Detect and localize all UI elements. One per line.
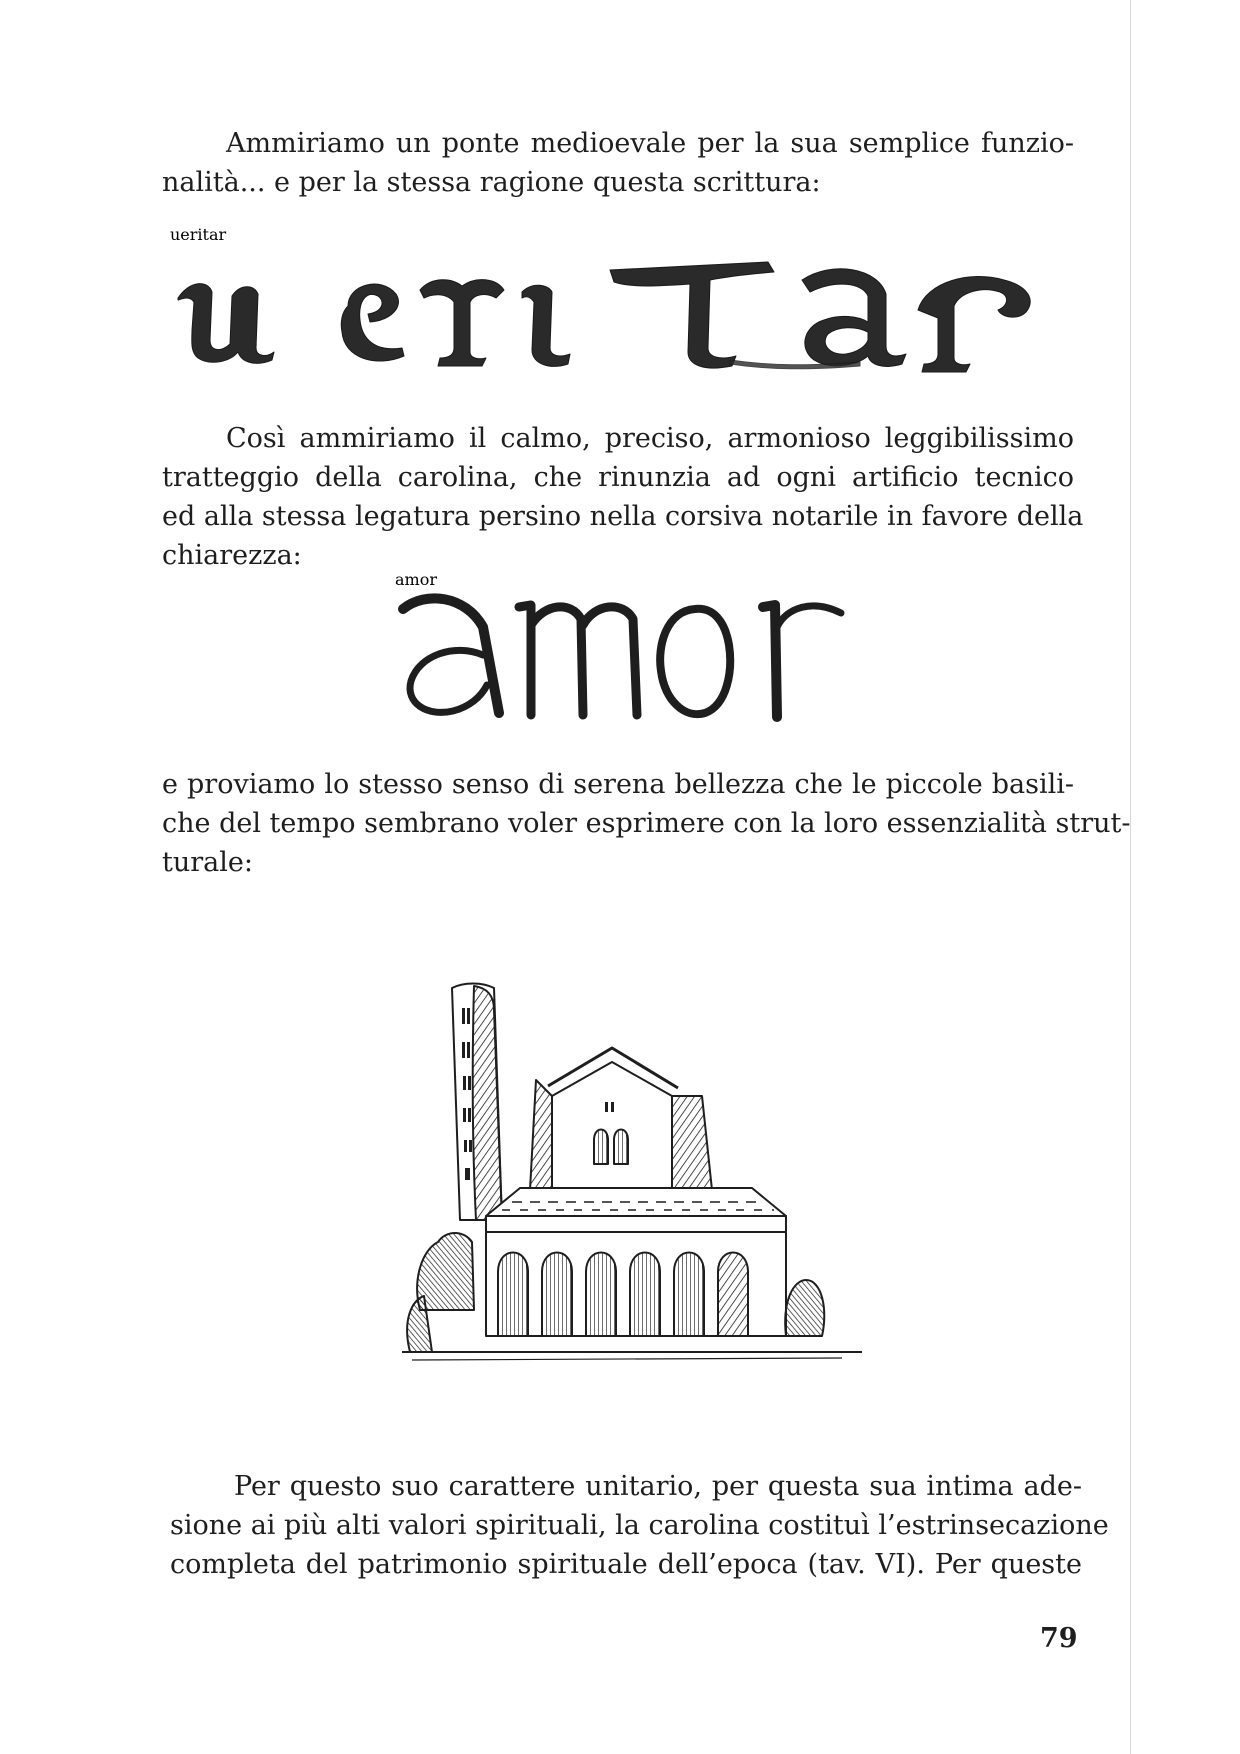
specimen-amor-text: amor [395, 570, 437, 589]
text-line: completa del patrimonio spirituale dell’epoca (tav. VI). Per queste [170, 1549, 1082, 1580]
text-line: nalità... e per la stessa ragione questa scrittura: [162, 167, 821, 198]
text-line: ed alla stessa legatura persino nella corsiva notarile in favore della [162, 501, 1084, 532]
calligraphy-specimen-veritas [170, 225, 1060, 380]
text-line: Così ammiriamo il calmo, preciso, armonioso leggibilissimo [226, 423, 1074, 454]
text-line: Per questo suo carattere unitario, per questa sua intima ade- [234, 1471, 1082, 1502]
specimen-veritas-text: ueritar [170, 225, 227, 244]
text-line: e proviamo lo stesso senso di serena bellezza che le piccole basili- [162, 769, 1074, 800]
text-line: chiarezza: [162, 540, 302, 571]
text-line: che del tempo sembrano voler esprimere con la loro essenzialità strut- [162, 808, 1131, 839]
paragraph-intro [162, 124, 1074, 202]
text-line: tratteggio della carolina, che rinunzia ad ogni artificio tecnico [162, 462, 1074, 493]
text-line: Ammiriamo un ponte medioevale per la sua semplice funzio- [226, 128, 1074, 159]
paragraph-carattere-unitario [170, 1467, 1109, 1584]
paragraph-carolina [162, 419, 1084, 575]
calligraphy-specimen-amor [395, 570, 855, 735]
page-edge-line [1130, 0, 1131, 1754]
text-line: sione ai più alti valori spirituali, la carolina costituì l’estrinsecazione [170, 1510, 1109, 1541]
paragraph-basiliche [162, 765, 1131, 882]
page-number: 79 [1040, 1623, 1078, 1654]
basilica-bell-tower-drawing-icon [402, 980, 862, 1410]
text-line: turale: [162, 847, 253, 878]
